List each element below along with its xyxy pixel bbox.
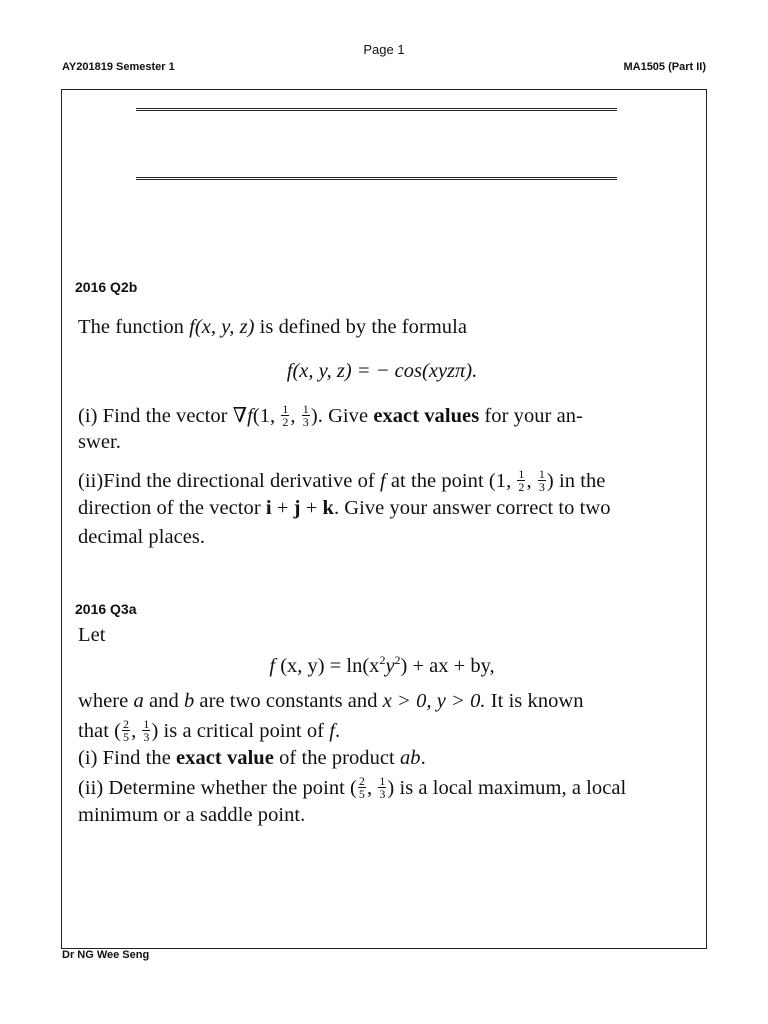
fraction-one-half: $\frac{1}{2}$ (282, 402, 289, 430)
question-label-q2b: 2016 Q2b (75, 279, 138, 295)
q2b-part-i-cont: swer. (78, 431, 121, 453)
q2b-part-ii-line3: decimal places. (78, 526, 206, 548)
footer-author: Dr NG Wee Seng (62, 949, 150, 961)
fraction-one-half-2: $\frac{1}{2}$ (518, 467, 525, 494)
fraction-two-fifths-2: $\frac{2}{5}$ (358, 774, 365, 801)
q2b-part-ii: (ii)Find the directional derivative of f at the point (1, $\frac{1}{2}$ , $\frac{1}{3}$ ) in the (78, 467, 606, 494)
q3a-critical-point: that ( $\frac{2}{5}$ , $\frac{1}{3}$ ) is a critical point of f. (78, 717, 341, 744)
q3a-part-ii: (ii) Determine whether the point ( $\frac{2}{5}$ , $\frac{1}{3}$ ) is a local maximum, a local (78, 774, 627, 801)
double-rule-top (136, 108, 617, 111)
q2b-intro: The function f(x, y, z) is defined by the formula (78, 316, 468, 338)
question-label-q3a: 2016 Q3a (75, 601, 137, 617)
double-rule-bottom (136, 177, 617, 180)
fraction-one-third-4: $\frac{1}{3}$ (379, 774, 386, 801)
fraction-two-fifths: $\frac{2}{5}$ (123, 717, 130, 744)
fraction-one-third-2: $\frac{1}{3}$ (538, 467, 545, 494)
q3a-part-i: (i) Find the exact value of the product ab. (78, 747, 426, 769)
fraction-one-third-3: $\frac{1}{3}$ (143, 717, 150, 744)
q3a-part-ii-cont: minimum or a saddle point. (78, 804, 306, 826)
semester-label: AY201819 Semester 1 (62, 61, 175, 73)
q3a-formula: f (x, $y) = \ln(x^2y^2)$ + ax + by, (269, 653, 495, 677)
q2b-part-i: (i) Find the vector ∇f(1, $\frac{1}{2}$ , $\frac{1}{3}$ ). Give exact values for your an- (78, 402, 583, 430)
q3a-let: Let (78, 624, 106, 646)
course-code: MA1505 (Part II) (623, 61, 706, 73)
page-number: Page 1 (363, 42, 405, 57)
fraction-one-third: $\frac{1}{3}$ (302, 402, 309, 430)
q2b-part-ii-line2: direction of the vector i + j + k. Give your answer correct to two (78, 497, 611, 519)
q2b-formula: f(x, y, z) = − cos(xyzπ). (286, 360, 478, 382)
q3a-where: where a and b are two constants and x > 0, y > 0. It is known (78, 690, 584, 712)
